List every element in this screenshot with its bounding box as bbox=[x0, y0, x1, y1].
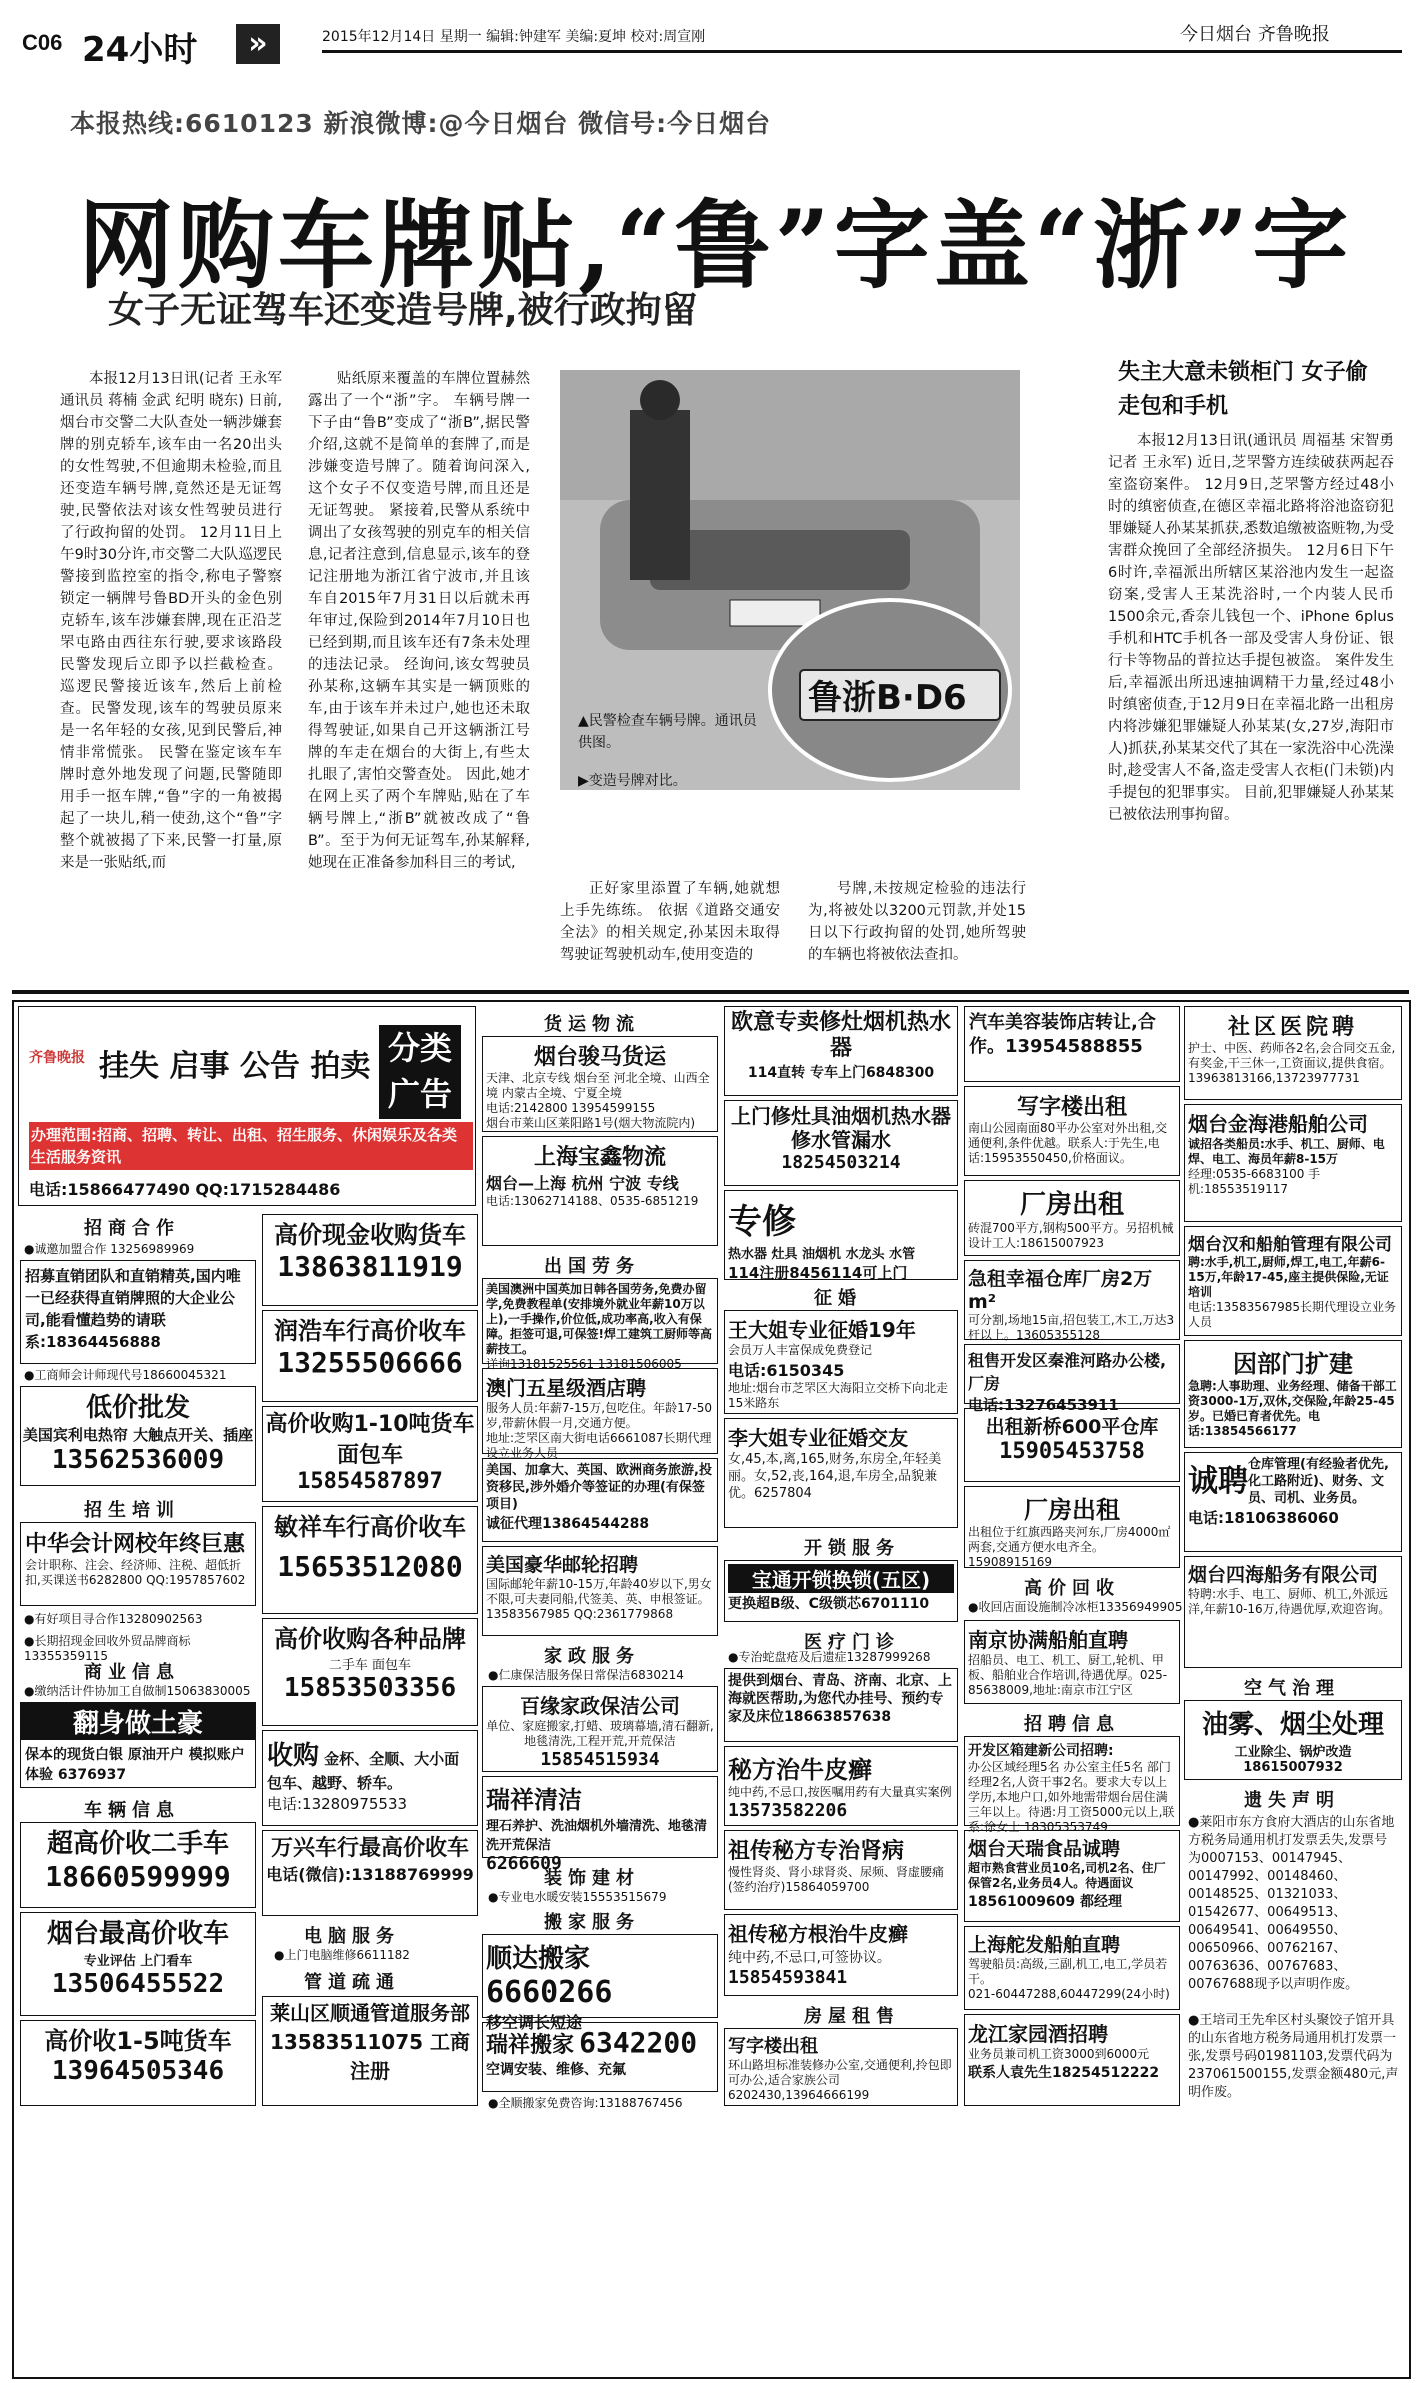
ad-shunda bbox=[482, 1934, 718, 2032]
ad-phone: 经理:0535-6683100 手机:18553519117 bbox=[1188, 1167, 1321, 1196]
ad-hc6 bbox=[262, 1730, 478, 1826]
ad-title: 宝通开锁换锁(五区) bbox=[728, 1564, 954, 1593]
ad-text: 女,45,本,离,165,财务,东房全,年轻美丽。女,52,丧,164,退,车房全,品貌兼优。6257804 bbox=[728, 1452, 942, 1501]
ad-text: 招船员、电工、机工、厨工,轮机、甲板、船舶业合作培训,待遇优厚。025-85638009,地址:南京市江宁区 bbox=[968, 1653, 1168, 1697]
ad-fanshen bbox=[20, 1702, 256, 1788]
ad-title: 烟台天瑞食品诚聘 bbox=[968, 1838, 1121, 1860]
ad-cl2 bbox=[20, 1912, 256, 2016]
ad-title: 写字楼出租 bbox=[1016, 1095, 1127, 1120]
ad-phone: 诚征代理13864544288 bbox=[486, 1516, 650, 1532]
ad-text: 会员万人丰富保成免费登记 bbox=[728, 1343, 873, 1357]
ad-cl3 bbox=[20, 2020, 256, 2106]
ad-phone: 18561009609 都经理 bbox=[968, 1894, 1123, 1910]
ad-xiezilou bbox=[724, 2028, 958, 2106]
ad-text: 地址:烟台市芝罘区大海阳立交桥下向北走15米路东 bbox=[728, 1381, 949, 1410]
ad-chuguo bbox=[482, 1278, 718, 1371]
ad-title: 高价收购各种品牌 bbox=[274, 1625, 466, 1653]
ad-text: 国际邮轮年薪10-15万,年龄40岁以下,男女不限,可夫妻同船,代签美、英、申根签证。 bbox=[486, 1577, 712, 1606]
side-article-title: 失主大意未锁柜门 女子偷走包和手机 bbox=[1118, 360, 1368, 419]
ad-phone: 13573582206 bbox=[728, 1800, 848, 1821]
ad-kaifaqu bbox=[964, 1736, 1180, 1834]
ad-text: 烟台市莱山区莱阳路1号(烟大物流院内) bbox=[486, 1116, 695, 1130]
banner-fenlei: 分类广告 bbox=[379, 1025, 461, 1119]
photo-caption-1: ▲民警检查车辆号牌。通讯员供图。 bbox=[578, 713, 757, 751]
ad-title: 烟台骏马货运 bbox=[533, 1045, 666, 1070]
ad-title: 烟台汉和船舶管理有限公司 bbox=[1188, 1235, 1392, 1255]
ad-yishi-1: ●莱阳市东方食府大酒店的山东省地方税务局通用机打发票丢失,发票号为0007153、00147945、00147992、00148460、00148525、01321033、01542677、00649513、00649541、00649550、00650966、00762167、00763636、00767683、00767688现予以声明作废。 bbox=[1188, 1815, 1395, 1992]
cat-yiliao: 医疗门诊 bbox=[804, 1632, 900, 1653]
ad-jinhaigang bbox=[1184, 1104, 1402, 1222]
ad-text: ●工商师会计师现代号18660045321 bbox=[24, 1368, 227, 1382]
ad-title: 龙江家园酒招聘 bbox=[968, 2022, 1108, 2046]
ad-title: 南京协满船舶直聘 bbox=[968, 1628, 1128, 1652]
ad-chengpin bbox=[1184, 1452, 1402, 1552]
ad-text: ●全顺搬家免费咨询:13188767456 bbox=[488, 2096, 683, 2110]
plate-closeup-text: 鲁浙B·D6 bbox=[808, 678, 967, 718]
ad-youlun bbox=[482, 1546, 718, 1636]
ad-text: ●诚邀加盟合作 13256989969 bbox=[24, 1242, 195, 1256]
ad-text: 纯中药,不忌口,可签协议。 bbox=[728, 1950, 891, 1966]
ad-xiezilou-2 bbox=[964, 1086, 1180, 1176]
ad-ruixiang bbox=[482, 1776, 718, 1874]
ad-title: 李大姐专业征婚交友 bbox=[728, 1426, 908, 1450]
cat-zhaopin: 招聘信息 bbox=[1024, 1714, 1120, 1735]
ad-phone: 18254503214 bbox=[781, 1152, 901, 1173]
ad-phone: 15854593841 bbox=[728, 1967, 848, 1988]
ad-aomen bbox=[482, 1368, 718, 1460]
ad-phone: 13583567985 QQ:2361779868 bbox=[486, 1607, 674, 1621]
ad-text: 诚招各类船员:水手、机工、厨师、电焊、电工、海员年薪8-15万 bbox=[1188, 1137, 1385, 1166]
ad-hc7 bbox=[262, 1830, 478, 1916]
ad-junma bbox=[482, 1036, 718, 1132]
ad-phone: 13863811919 bbox=[277, 1250, 463, 1283]
ad-phone: 15854587897 bbox=[297, 1469, 443, 1494]
ad-phone: 工业除尘、锅炉改造18615007932 bbox=[1234, 1745, 1352, 1775]
ad-ouyi bbox=[724, 1006, 958, 1096]
ad-title: 租售开发区秦淮河路办公楼,厂房 bbox=[968, 1351, 1167, 1393]
issue-info: 2015年12月14日 星期一 编辑:钟建军 美编:夏坤 校对:周宣刚 bbox=[322, 29, 706, 45]
ad-title: 润浩车行高价收车 bbox=[274, 1317, 466, 1345]
ad-tianrui bbox=[964, 1830, 1180, 1922]
headline: 网购车牌贴,“鲁”字盖“浙”字 bbox=[78, 189, 1353, 302]
classified-ads-section bbox=[12, 1000, 1411, 2379]
ad-youwu bbox=[1184, 1700, 1402, 1780]
ad-phone: 13964505346 bbox=[51, 2056, 225, 2086]
ad-phone: 电话:13276453911 bbox=[968, 1396, 1119, 1414]
ad-shequ bbox=[1184, 1006, 1402, 1100]
ad-text: 二手车 面包车 bbox=[328, 1658, 412, 1673]
ad-title: 欧意专卖修灶烟机热水器 bbox=[730, 1010, 951, 1061]
ad-text: 金杯、全顺、大小面包车、越野、轿车。 bbox=[267, 1750, 460, 1792]
ad-text: 护士、中医、药师各2名,会合同交五金,有奖金,干三休一,工资面议,提供食宿。 bbox=[1188, 1041, 1396, 1070]
article-column-1: 本报12月13日讯(记者 王永军 通讯员 蒋楠 金武 纪明 晓东) 日前,烟台市交警二大队查处一辆涉嫌套牌的别克轿车,该车由一名20出头的女性驾驶,不但逾期未检验,而且还变造车辆号牌,竟然还是无证驾驶,民警依法对该女性驾驶员进行了行政拘留的处罚。 12月11日上午9时30分许,市交警二大队巡逻民警接到监控室的指令,称电子警察锁定一辆牌号鲁BD开头的金色别克轿车,该车涉嫌套牌,现在正沿芝罘屯路由西往东行驶,要求该路段民警发现后立即予以拦截检查。 巡逻民警接近该车,然后上前检查。民警发现,该车的驾驶员原来是一名年轻的女孩,见到民警后,神情非常慌张。 民警在鉴定该车车牌时意外地发现了问题,民警随即用手一抠车牌,“鲁”字的一角被揭起了一块儿,稍一使劲,这个“鲁”字整个就被揭了下来,民警一打量,原来是一张贴纸,而 bbox=[60, 371, 282, 871]
ad-text: 南山公园南面80平办公室对外出租,交通便利,条件优越。联系人:于先生,电话:15953550450,价格面议。 bbox=[968, 1121, 1168, 1165]
ad-hc5 bbox=[262, 1618, 478, 1726]
ad-jizu bbox=[964, 1260, 1180, 1340]
cat-diannao: 电脑服务 bbox=[304, 1926, 400, 1947]
ad-text: 保本的现货白银 原油开户 模拟账户体验 6376937 bbox=[25, 1747, 245, 1783]
cat-banjia: 搬家服务 bbox=[544, 1912, 640, 1933]
ad-qiche-meirong: 汽车美容装饰店转让,合作。13954588855 bbox=[964, 1006, 1180, 1082]
ad-phone: 电话:13062714188、0535-6851219 bbox=[486, 1194, 699, 1208]
ad-text: 纯中药,不忌口,按医嘱用药有大量真实案例 bbox=[728, 1785, 952, 1799]
ad-phone: 114直转 专车上门6848300 bbox=[747, 1065, 935, 1081]
ad-title: 烟台四海船务有限公司 bbox=[1188, 1564, 1379, 1586]
ad-yishi-2: ●王培司王先牟区村头聚饺子馆开具的山东省地方税务局通用机打发票一张,发票号码01981103,发票代码为237061500155,发票金额480元,声明作废。 bbox=[1188, 2013, 1399, 2100]
ad-phone: 15853503356 bbox=[283, 1673, 457, 1703]
ad-jiuyi: 提供到烟台、青岛、济南、北京、上海就医帮助,为您代办挂号、预约专家及床位18663857638 bbox=[724, 1668, 958, 1742]
ad-text: 理石养护、洗油烟机外墙清洗、地毯清洗开荒保洁 bbox=[486, 1819, 708, 1853]
ad-title: 油雾、烟尘处理 bbox=[1201, 1710, 1384, 1740]
ad-lidajie bbox=[724, 1418, 958, 1528]
ad-phone: 15905453758 bbox=[999, 1439, 1145, 1464]
ad-banner bbox=[18, 1006, 476, 1206]
ad-sihai bbox=[1184, 1556, 1402, 1668]
ad-title: 社区医院聘 bbox=[1227, 1015, 1358, 1040]
ad-text: ●上门电脑维修6611182 bbox=[274, 1948, 410, 1962]
ad-text: ●缴纳活计件协加工自做制15063830005 bbox=[24, 1684, 251, 1698]
ad-phone: 电话(微信):13188769999 bbox=[266, 1865, 474, 1884]
ad-title: 上门修灶具油烟机热水器修水管漏水 bbox=[731, 1104, 951, 1152]
ad-text: ●仁康保洁服务保日常保洁6830214 bbox=[488, 1668, 684, 1682]
article-column-2: 贴纸原来覆盖的车牌位置赫然露出了一个“浙”字。 车辆号牌一下子由“鲁B”变成了“浙B”,据民警介绍,这就不是简单的套牌了,而是涉嫌变造号牌了。随着询问深入,这个女子不仅变造号牌,而且还是无证驾驶。 紧接着,民警从系统中调出了女孩驾驶的别克车的相关信息,记者注意到,信息显示,该车的登记注册地为浙江省宁波市,并且该车自2015年7月31日以后就未再年审过,保险到2014年7月10日也已经到期,而且该车还有7条未处理的违法记录。 经询问,该女驾驶员孙某称,这辆车其实是一辆顶账的车,由于该车并未过户,她也还未取得驾驶证,如果自己开这辆浙江号牌的车走在烟台的大街上,有些太扎眼了,害怕交警查处。 因此,她才在网上买了两个车牌贴,贴在了车辆号牌上,“浙B”就被改成了“鲁B”。至于为何无证驾车,孙某解释,她现在正准备参加科目三的考试, bbox=[308, 371, 530, 871]
cat-fangwu: 房屋租售 bbox=[804, 2006, 900, 2027]
ad-title: 低价批发 bbox=[85, 1393, 190, 1423]
ad-text: 砖混700平方,钢构500平方。另招机械设计工人:18615007923 bbox=[968, 1221, 1174, 1250]
cat-shangye: 商业信息 bbox=[84, 1662, 180, 1683]
ad-hc1 bbox=[262, 1214, 478, 1306]
ad-guandao bbox=[262, 1996, 478, 2106]
cat-guandao: 管道疏通 bbox=[304, 1972, 400, 1993]
ad-text: 业务员兼司机工资3000到6000元 bbox=[968, 2047, 1150, 2061]
ad-text: 单位、家庭搬家,打蜡、玻璃幕墙,清石翻新,地毯清洗,工程开荒,开荒保洁 bbox=[486, 1719, 714, 1748]
ad-phone: 13583511075 工商注册 bbox=[269, 2030, 471, 2083]
ad-title: 高价现金收购货车 bbox=[274, 1221, 466, 1249]
ad-title: 写字楼出租 bbox=[728, 2036, 818, 2057]
ad-phone: 021-60447288,60447299(24小时) bbox=[968, 1987, 1170, 2001]
subheadline: 女子无证驾车还变造号牌,被行政拘留 bbox=[108, 290, 698, 331]
ad-mifang bbox=[724, 1746, 958, 1826]
banner-tel: 电话:15866477490 QQ:1715284486 bbox=[29, 1180, 341, 1199]
ad-zhixiao: 招募直销团队和直销精英,国内唯一已经获得直销牌照的大企业公司,能看懂趋势的请联系:18364456888 bbox=[20, 1260, 256, 1364]
ad-title: 莱山区顺通管道服务部 bbox=[270, 2001, 470, 2025]
ad-title: 敏祥车行高价收车 bbox=[274, 1513, 466, 1541]
banner-scope: 办理范围:招商、招聘、转让、出租、招生服务、休闲娱乐及各类生活服务资讯 bbox=[29, 1122, 473, 1170]
ad-phone: 电话:18106386060 bbox=[1188, 1509, 1339, 1527]
ad-text: 专业评估 上门看车 bbox=[83, 1954, 193, 1969]
ad-title: 中华会计网校年终巨惠 bbox=[25, 1532, 246, 1557]
ad-title: 超高价收二手车 bbox=[46, 1829, 229, 1859]
ad-text: 地址:芝罘区南大街电话6661087长期代理设立业务人员 bbox=[486, 1431, 712, 1460]
section-title: 24小时 bbox=[82, 30, 198, 70]
hotline-bar: 本报热线:6610123 新浪微博:@今日烟台 微信号:今日烟台 bbox=[70, 109, 772, 138]
ad-text: 会计职称、注会、经济师、注税、超低折扣,买课送书6282800 QQ:1957857602 bbox=[25, 1558, 246, 1587]
ad-wangdajie bbox=[724, 1310, 958, 1414]
ad-text: 超市熟食营业员10名,司机2名、住厂保管2名,业务员4人。待遇面议 bbox=[968, 1861, 1166, 1890]
ad-phone: 6342200 bbox=[579, 2026, 698, 2059]
ad-text: 服务人员:年薪7-15万,包吃住。年龄17-50岁,带薪休假一月,交通方便。 bbox=[486, 1401, 712, 1430]
ad-hc2 bbox=[262, 1310, 478, 1402]
ad-text: 聘:水手,机工,厨师,焊工,电工,年薪6-15万,年龄17-45,座主提供保险,无证培训 bbox=[1188, 1255, 1389, 1299]
ad-phone: 6660266 bbox=[486, 1975, 613, 2010]
cat-huishou: 高价回收 bbox=[1024, 1578, 1120, 1599]
ad-phone: 电话:6150345 bbox=[728, 1361, 845, 1380]
ad-hanhe bbox=[1184, 1226, 1402, 1336]
ad-title: 收购 bbox=[267, 1741, 320, 1771]
ad-zhuanxiu bbox=[724, 1190, 958, 1280]
ad-niupixuan bbox=[724, 1914, 958, 1996]
ad-title: 诚聘 bbox=[1188, 1464, 1248, 1499]
ad-title: 出租新桥600平仓库 bbox=[985, 1416, 1159, 1438]
section-arrow-icon: » bbox=[236, 24, 280, 64]
ad-text: ●专业电水暖安装15553515679 bbox=[488, 1890, 667, 1904]
ad-longjiang bbox=[964, 2014, 1180, 2106]
page-number: C06 bbox=[22, 30, 63, 55]
ad-phone: 13562536009 bbox=[51, 1445, 225, 1475]
ad-title: 高价收购1-10吨货车面包车 bbox=[265, 1412, 475, 1468]
cat-kongqi: 空气治理 bbox=[1244, 1678, 1340, 1699]
ad-title: 烟台最高价收车 bbox=[46, 1919, 229, 1949]
side-article-body: 本报12月13日讯(通讯员 周福基 宋智勇 记者 王永军) 近日,芝罘警方连续破获两起吞室盗窃案件。 12月9日,芝罘警方经过48小时的缜密侦查,在德区幸福北路将浴池盗窃犯罪嫌疑人孙某某抓获,悉数追缴被盗赃物,为受害群众挽回了全部经济损失。 12月6日下午6时许,幸福派出所辖区某浴池内发生一起盗窃案,受害人王某洗浴时,一个内装人民币1500余元,香奈儿钱包一个、iPhone 6plus手机和HTC手机各一部及受害人身份证、银行卡等物品的普拉达手提包被盗。 案件发生后,幸福派出所迅速抽调精干力量,经过48小时缜密侦查,于12月9日在幸福北路一出租房内将涉嫌犯罪嫌疑人孙某某(女,27岁,海阳市人)抓获,孙某某交代了其在一家洗浴中心洗澡时,趁受害人不备,盗走受害人衣柜(门未锁)内手提包的犯罪事实。 目前,犯罪嫌疑人孙某某已被依法刑事拘留。 bbox=[1108, 433, 1394, 823]
ad-text: ●有好项目寻合作13280902563 bbox=[24, 1612, 203, 1626]
ad-title: 烟台金海港船舶公司 bbox=[1188, 1112, 1368, 1136]
ad-phone: 13963813166,13723977731 bbox=[1188, 1071, 1360, 1085]
ad-title: 高价收1-5吨货车 bbox=[44, 2027, 232, 2055]
ad-changfang-2 bbox=[964, 1486, 1180, 1568]
ad-title: 厂房出租 bbox=[1024, 1496, 1120, 1524]
ad-text: 空调安装、维修、充氟 bbox=[486, 2062, 626, 2078]
ad-phone: 15854515934 bbox=[540, 1749, 660, 1770]
cat-kaisuo: 开锁服务 bbox=[804, 1538, 900, 1559]
ad-meiguo bbox=[482, 1458, 718, 1542]
ad-title: 王大姐专业征婚19年 bbox=[728, 1318, 916, 1342]
ad-shenbing bbox=[724, 1830, 958, 1910]
ad-text: 慢性肾炎、肾小球肾炎、尿频、肾虚腰痛(签约治疗)15864059700 bbox=[728, 1865, 945, 1894]
ad-phone: 电话:13280975533 bbox=[267, 1795, 408, 1813]
ad-title: 上海宝鑫物流 bbox=[533, 1145, 666, 1170]
ad-title: 翻身做土豪 bbox=[21, 1703, 255, 1740]
ad-title: 祖传秘方根治牛皮癣 bbox=[728, 1922, 908, 1946]
ad-title: 上海舵发船舶直聘 bbox=[968, 1934, 1121, 1956]
article-column-3: 正好家里添置了车辆,她就想上手先练练。 依据《道路交通安全法》的相关规定,孙某因未取得驾驶证驾驶机动车,使用变造的 bbox=[560, 881, 780, 963]
ad-text: 天津、北京专线 烟台至 河北全境、山西全境 内蒙古全境、宁夏全境 bbox=[486, 1071, 710, 1100]
cat-zhuangshi: 装饰建材 bbox=[544, 1868, 640, 1889]
ad-phone: 13506455522 bbox=[51, 1969, 225, 1999]
ad-changfang bbox=[964, 1180, 1180, 1256]
ad-title: 厂房出租 bbox=[1019, 1190, 1124, 1220]
ad-text: 烟台—上海 杭州 宁波 专线 bbox=[486, 1174, 679, 1193]
cat-zhenghun: 征婚 bbox=[814, 1288, 862, 1309]
ad-text: 美国宾利电热帘 大触点开关、插座 bbox=[22, 1426, 254, 1444]
section-divider bbox=[12, 990, 1409, 994]
ad-title: 顺达搬家 bbox=[486, 1944, 591, 1974]
ad-text: ●专治蛇盘疮及后遗症13287999268 bbox=[728, 1650, 931, 1664]
ad-text: 移空调长短途 bbox=[486, 2013, 583, 2032]
ad-text: 办公区域经理5名 办公室主任5名 部门经理2名,人资干事2名。要求大专以上学历,本地户口,如外地需带烟台居住满三年以上。待遇:月工资5000元以上,联系:徐女士 18305353749 bbox=[968, 1760, 1175, 1834]
ad-phone: 更换超B级、C级锁芯6701110 bbox=[728, 1596, 930, 1612]
ad-phone: 详询13181525561 13181506005 bbox=[486, 1357, 682, 1371]
header-rule bbox=[322, 50, 1402, 53]
ad-title: 专修 bbox=[728, 1202, 796, 1242]
ad-baoxin bbox=[482, 1136, 718, 1246]
ad-text: 环山路坦标准装修办公室,交通便利,拎包即可办公,适合家族公司6202430,13964666199 bbox=[728, 2058, 952, 2102]
ad-title: 开发区箱建新公司招聘: bbox=[968, 1743, 1114, 1759]
ad-phone: 114注册8456114可上门 bbox=[728, 1264, 908, 1282]
ad-title: 秘方治牛皮癣 bbox=[728, 1756, 872, 1784]
ad-text: 美国澳洲中国英加日韩各国劳务,免费办留学,免费教程单(安排境外就业年薪10万以上),一手操作,价位低,成功率高,收入有保障。拒签可退,可保签!焊工建筑工厨师等高薪技工。 bbox=[486, 1282, 713, 1356]
cat-jiazheng: 家政服务 bbox=[544, 1646, 640, 1667]
ad-title: 瑞祥清洁 bbox=[486, 1786, 582, 1814]
ad-pifa bbox=[20, 1386, 256, 1486]
ad-nanjing bbox=[964, 1620, 1180, 1704]
ad-title: 因部门扩建 bbox=[1233, 1350, 1353, 1378]
ad-zushou bbox=[964, 1344, 1180, 1414]
ad-title: 澳门五星级酒店聘 bbox=[486, 1376, 646, 1400]
ad-hc3 bbox=[262, 1406, 478, 1502]
cat-chuguo: 出国劳务 bbox=[544, 1256, 640, 1277]
ad-text: 出租位于红旗西路夹河东,厂房4000㎡两套,交通方便水电齐全。15908915169 bbox=[968, 1525, 1171, 1569]
ad-phone: 电话:2142800 13954599155 bbox=[486, 1101, 656, 1115]
ad-text: ●长期招现金回收外贸品牌商标 13355359115 bbox=[24, 1634, 191, 1663]
ad-phone: 联系人袁先生18254512222 bbox=[968, 2065, 1160, 2081]
ad-text: 仓库管理(有经验者优先,化工路附近)、财务、文员、司机、业务员。 bbox=[1248, 1457, 1389, 1506]
ad-phone: 18660599999 bbox=[45, 1860, 231, 1893]
ad-phone: 15653512080 bbox=[277, 1550, 463, 1583]
ad-title: 万兴车行最高价收车 bbox=[270, 1836, 469, 1861]
ad-kuaiji bbox=[20, 1522, 256, 1606]
ad-title: 百缘家政保洁公司 bbox=[520, 1694, 680, 1718]
ad-text: ●收回店面设施制冷冰柜13356949905 bbox=[968, 1600, 1183, 1614]
ad-title: 祖传秘方专治肾病 bbox=[728, 1839, 905, 1864]
ad-title: 瑞祥搬家 bbox=[486, 2033, 575, 2058]
photo-caption-2: ▶变造号牌对比。 bbox=[578, 773, 687, 789]
cat-yishi: 遗失声明 bbox=[1244, 1790, 1340, 1811]
cat-zhaosheng: 招生培训 bbox=[84, 1500, 180, 1521]
newspaper-brand: 今日烟台 齐鲁晚报 bbox=[1180, 24, 1330, 45]
ad-text: 可分割,场地15亩,招包装工,木工,万达3杆以上。13605355128 bbox=[968, 1313, 1175, 1342]
article-column-4: 号牌,未按规定检验的违法行为,将被处以3200元罚款,并处15日以下行政拘留的处罚,她所驾驶的车辆也将被依法查扣。 bbox=[808, 881, 1026, 963]
ad-title: 急租幸福仓库厂房2万m² bbox=[968, 1268, 1153, 1313]
ad-baiyuan bbox=[482, 1686, 718, 1772]
ad-phone: 13255506666 bbox=[277, 1346, 463, 1379]
ad-shangmen bbox=[724, 1100, 958, 1186]
ad-text: 驾驶船员:高级,三副,机工,电工,学员若干。 bbox=[968, 1957, 1168, 1986]
ad-text: 急聘:人事助理、业务经理、储备干部工资3000-1万,双休,交保险,年龄25-45岁。已婚已育者优先。电话:13854566177 bbox=[1188, 1379, 1397, 1438]
cat-zhaoshang: 招商合作 bbox=[84, 1218, 180, 1239]
ad-phone: 6266609 bbox=[486, 1853, 562, 1874]
ad-title: 美国豪华邮轮招聘 bbox=[486, 1554, 639, 1576]
ad-xinqiao bbox=[964, 1408, 1180, 1482]
ad-text: 热水器 灶具 油烟机 水龙头 水管 bbox=[728, 1247, 916, 1262]
cat-cheliang: 车辆信息 bbox=[84, 1800, 180, 1821]
ad-text: 美国、加拿大、英国、欧洲商务旅游,投资移民,涉外婚介等签证的办理(有保签项目) bbox=[486, 1463, 712, 1512]
ad-ruixiang-banjia bbox=[482, 2022, 718, 2092]
ad-text: 特聘:水手、电工、厨师、机工,外派远洋,年薪10-16万,待遇优厚,欢迎咨询。 bbox=[1188, 1587, 1391, 1616]
ad-phone: 电话:13583567985长期代理设立业务人员 bbox=[1188, 1300, 1397, 1329]
ad-kuojian bbox=[1184, 1340, 1402, 1448]
ad-cl1 bbox=[20, 1822, 256, 1908]
ad-hc4 bbox=[262, 1506, 478, 1614]
banner-brand: 齐鲁晚报 bbox=[29, 1050, 85, 1066]
cat-huoyun: 货运物流 bbox=[544, 1014, 640, 1035]
ad-shanghai-duofa bbox=[964, 1926, 1180, 2010]
banner-services: 挂失 启事 公告 拍卖 bbox=[99, 1049, 371, 1084]
ad-baotong bbox=[724, 1560, 958, 1622]
